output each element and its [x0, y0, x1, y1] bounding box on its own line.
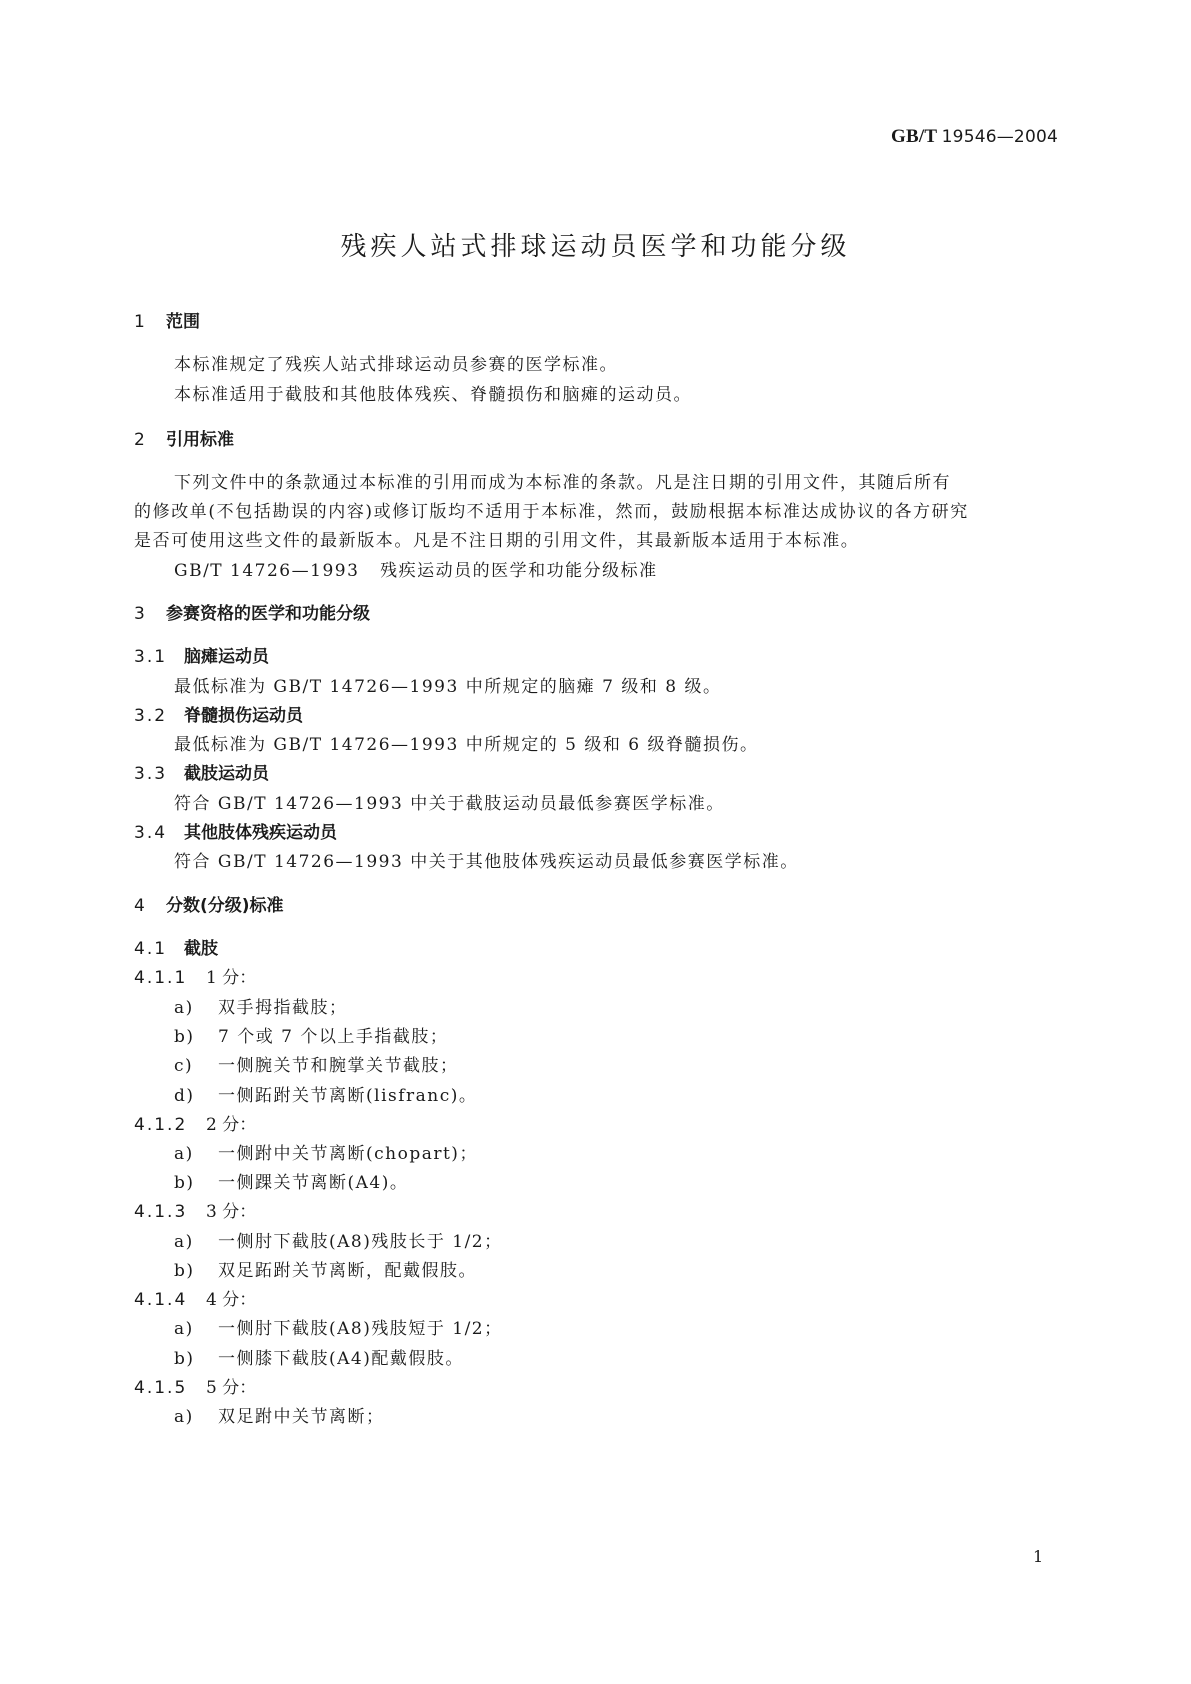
section-number: 1 [134, 312, 145, 332]
subsection-heading [134, 642, 269, 667]
clause-number: 4.1.5 [134, 1378, 188, 1398]
list-item [174, 1022, 448, 1047]
list-text: 一侧跗中关节离断(chopart)； [218, 1144, 478, 1164]
section-number: 3 [134, 604, 145, 624]
list-marker: a) [174, 1407, 194, 1427]
clause-heading [134, 1373, 256, 1398]
list-marker: a) [174, 998, 194, 1018]
paragraph-line: 的修改单(不包括勘误的内容)或修订版均不适用于本标准，然而，鼓励根据本标准达成协议的各方研究 [134, 502, 969, 522]
list-item [174, 1402, 385, 1427]
list-text: 一侧膝下截肢(A4)配戴假肢。 [218, 1349, 464, 1369]
section-title: 范围 [166, 312, 200, 332]
clause-label: 1 分： [206, 968, 257, 988]
reference-title: 残疾运动员的医学和功能分级标准 [380, 561, 658, 581]
list-marker: b) [174, 1173, 195, 1193]
reference-code: GB/T 14726—1993 [174, 561, 360, 581]
list-marker: d) [174, 1086, 195, 1106]
list-item [174, 1314, 503, 1339]
subsection-heading [134, 759, 269, 784]
list-item [174, 1256, 477, 1281]
subsection-text: 符合 GB/T 14726—1993 中关于截肢运动员最低参赛医学标准。 [174, 794, 725, 814]
clause-label: 4 分： [206, 1290, 257, 1310]
list-marker: b) [174, 1027, 195, 1047]
list-marker: a) [174, 1232, 194, 1252]
section-2-heading [134, 425, 234, 450]
document-title: 残疾人站式排球运动员医学和功能分级 [340, 232, 851, 262]
list-item [174, 993, 348, 1018]
list-item [174, 1227, 503, 1252]
standard-code [891, 126, 1058, 148]
clause-number: 4.1.3 [134, 1202, 188, 1222]
subsection-number: 3.1 [134, 647, 168, 667]
clause-heading [134, 963, 256, 988]
list-item [174, 1051, 459, 1076]
subsection-number: 3.4 [134, 823, 168, 843]
section-1-heading [134, 307, 200, 332]
clause-number: 4.1.4 [134, 1290, 188, 1310]
section-title: 分数(分级)标准 [166, 896, 284, 916]
subsection-number: 4.1 [134, 939, 168, 959]
clause-heading [134, 1110, 256, 1135]
standard-prefix: GB/T [890, 126, 938, 147]
list-marker: a) [174, 1319, 194, 1339]
paragraph-line: 是否可使用这些文件的最新版本。凡是不注日期的引用文件，其最新版本适用于本标准。 [134, 531, 860, 551]
list-text: 双手拇指截肢； [218, 998, 348, 1018]
list-marker: a) [174, 1144, 194, 1164]
clause-number: 4.1.2 [134, 1115, 188, 1135]
subsection-heading [134, 934, 218, 959]
paragraph-line: 下列文件中的条款通过本标准的引用而成为本标准的条款。凡是注日期的引用文件，其随后所有 [174, 473, 951, 493]
section-3-heading [134, 599, 370, 624]
list-text: 一侧肘下截肢(A8)残肢长于 1/2； [218, 1232, 503, 1252]
subsection-title: 截肢运动员 [184, 764, 269, 784]
section-title: 引用标准 [166, 430, 234, 450]
list-item [174, 1081, 477, 1106]
clause-heading [134, 1285, 256, 1310]
subsection-text: 最低标准为 GB/T 14726—1993 中所规定的 5 级和 6 级脊髓损伤。 [174, 735, 759, 755]
subsection-title: 截肢 [184, 939, 218, 959]
clause-number: 4.1.1 [134, 968, 188, 988]
list-text: 双足跖跗关节离断，配戴假肢。 [218, 1261, 477, 1281]
list-text: 一侧跖跗关节离断(lisfranc)。 [218, 1086, 478, 1106]
list-text: 一侧肘下截肢(A8)残肢短于 1/2； [218, 1319, 503, 1339]
subsection-title: 其他肢体残疾运动员 [184, 823, 337, 843]
subsection-number: 3.3 [134, 764, 168, 784]
list-item [174, 1344, 464, 1369]
subsection-heading [134, 701, 303, 726]
subsection-number: 3.2 [134, 706, 168, 726]
list-marker: c) [174, 1056, 194, 1076]
clause-label: 3 分： [206, 1202, 257, 1222]
list-text: 双足跗中关节离断； [218, 1407, 385, 1427]
clause-heading [134, 1197, 256, 1222]
normative-reference [174, 556, 658, 581]
list-item [174, 1139, 478, 1164]
list-text: 一侧腕关节和腕掌关节截肢； [218, 1056, 459, 1076]
subsection-heading [134, 818, 337, 843]
list-item [174, 1168, 408, 1193]
clause-label: 5 分： [206, 1378, 257, 1398]
subsection-text: 符合 GB/T 14726—1993 中关于其他肢体残疾运动员最低参赛医学标准。 [174, 852, 799, 872]
standard-number: 19546—2004 [941, 127, 1058, 147]
subsection-text: 最低标准为 GB/T 14726—1993 中所规定的脑瘫 7 级和 8 级。 [174, 677, 722, 697]
list-marker: b) [174, 1261, 195, 1281]
section-number: 4 [134, 896, 145, 916]
list-text: 一侧踝关节离断(A4)。 [218, 1173, 409, 1193]
section-title: 参赛资格的医学和功能分级 [166, 604, 370, 624]
paragraph: 本标准规定了残疾人站式排球运动员参赛的医学标准。 [174, 355, 618, 375]
paragraph: 本标准适用于截肢和其他肢体残疾、脊髓损伤和脑瘫的运动员。 [174, 385, 692, 405]
subsection-title: 脊髓损伤运动员 [184, 706, 303, 726]
section-number: 2 [134, 430, 145, 450]
section-4-heading [134, 891, 284, 916]
subsection-title: 脑瘫运动员 [184, 647, 269, 667]
clause-label: 2 分： [206, 1115, 257, 1135]
list-marker: b) [174, 1349, 195, 1369]
list-text: 7 个或 7 个以上手指截肢； [218, 1027, 449, 1047]
page-number: 1 [1033, 1547, 1044, 1566]
